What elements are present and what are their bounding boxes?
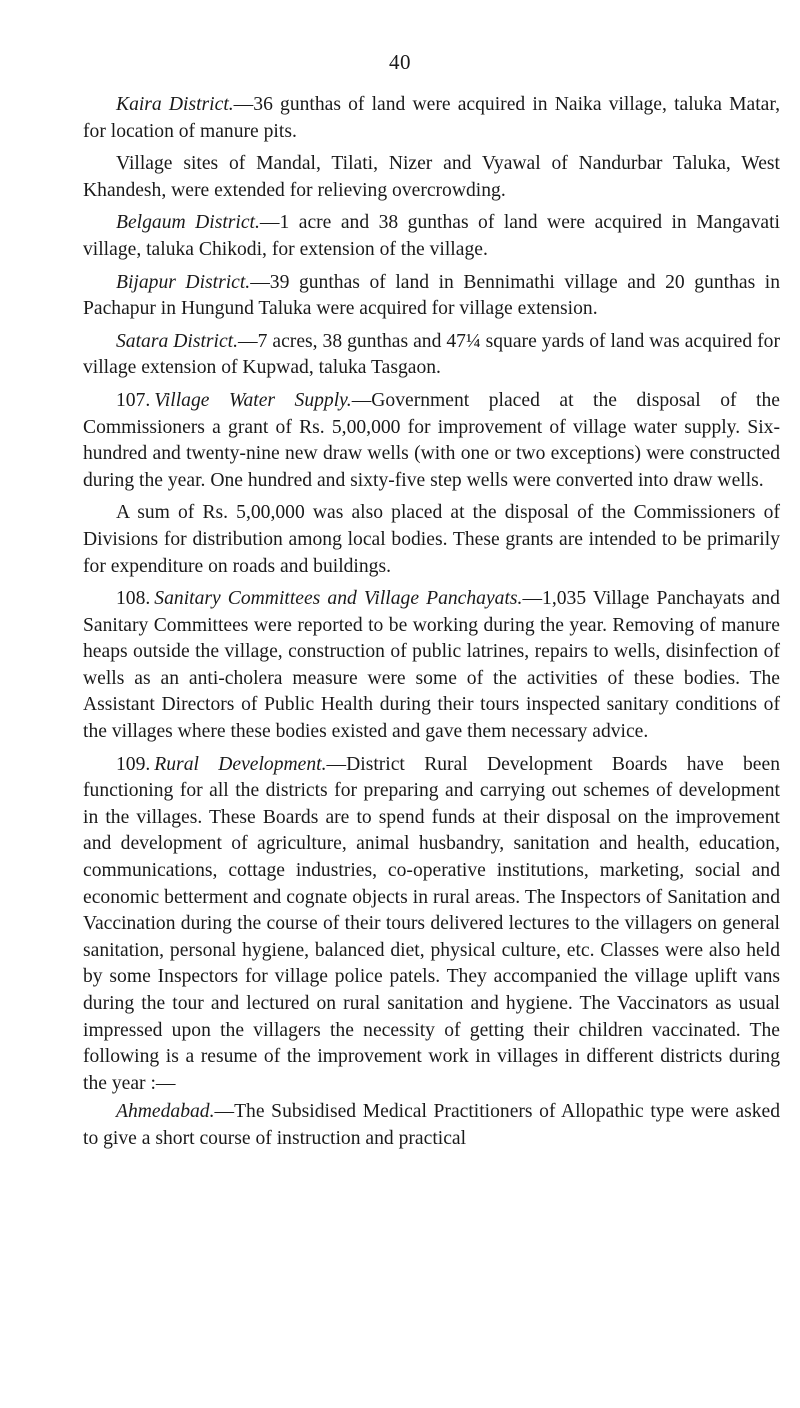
paragraph-heading: Kaira District. bbox=[116, 94, 234, 115]
paragraph-107-village-water-supply bbox=[83, 388, 780, 494]
paragraph-text: —36 gunthas of land were acquired in Naika village, taluka Matar, for location of manure pits. bbox=[83, 94, 780, 142]
paragraph-bijapur-district bbox=[83, 270, 780, 323]
paragraph-text: —The Subsidised Medical Practitioners of Allopathic type were asked to give a short course of instruction and practical bbox=[83, 1101, 780, 1149]
paragraph-text: —39 gunthas of land in Bennimathi village and 20 gunthas in Pachapur in Hungund Taluka were acquired for village extension. bbox=[83, 271, 780, 320]
paragraph-number: 108. bbox=[116, 588, 151, 610]
paragraph-belgaum-district bbox=[83, 210, 780, 263]
paragraph-heading: Bijapur District. bbox=[116, 271, 251, 293]
paragraph-text: —1 acre and 38 gunthas of land were acquired in Mangavati village, taluka Chikodi, for extension of the village. bbox=[83, 212, 780, 260]
paragraph-number: 109. bbox=[116, 753, 151, 775]
paragraph-text: Village sites of Mandal, Tilati, Nizer and Vyawal of Nandurbar Taluka, West Khandesh, were extended for relieving overcrowding. bbox=[83, 153, 780, 201]
paragraph-kaira-district bbox=[83, 92, 780, 145]
paragraph-village-sites bbox=[83, 151, 780, 204]
paragraph-text: —1,035 Village Panchayats and Sanitary Committees were reported to be working during the year. Removing of manure heaps outside the village, construction of public latrines, repairs to wells, disinfection of wells as an anti-cholera measure were some of the activities of these bodies. The Assistant Directors of Public Health during their tours inspected sanitary conditions of the villages where these bodies existed and gave them necessary advice. bbox=[83, 588, 780, 743]
paragraph-109-rural-development bbox=[83, 752, 780, 1098]
paragraph-text: —Government placed at the disposal of the Commissioners a grant of Rs. 5,00,000 for improvement of village water supply. Six-hundred and twenty-nine new draw wells (with one or two exceptions) were constructed during the year. One hundred and sixty-five step wells were converted into draw wells. bbox=[83, 389, 780, 491]
paragraph-heading: Ahmedabad. bbox=[116, 1101, 215, 1123]
paragraph-heading: Sanitary Committees and Village Panchayats. bbox=[154, 588, 523, 610]
paragraph-text: —District Rural Development Boards have been functioning for all the districts for preparing and carrying out schemes of development in the villages. These Boards are to spend funds at their disposal on the improvement and development of agriculture, animal husbandry, sanitation and health, education, communications, cottage industries, co-operative institutions, marketing, social and economic betterment and cognate objects in rural areas. The Inspectors of Sanitation and Vaccination during the course of their tours delivered lectures to the villagers on general sanitation, personal hygiene, balanced diet, physical culture, etc. Classes were also held by some Inspectors for village police patels. They accompanied the village uplift vans during the tour and lectured on rural sanitation and hygiene. The Vaccinators as usual impressed upon the villagers the necessity of getting their children vaccinated. The following is a resume of the improvement work in villages in different districts during the year :— bbox=[83, 753, 781, 1094]
page-number: 40 bbox=[389, 50, 411, 74]
page-body bbox=[83, 92, 780, 1159]
paragraph-text: —7 acres, 38 gunthas and 47¼ square yards of land was acquired for village extension of Kupwad, taluka Tasgaon. bbox=[83, 330, 780, 379]
paragraph-heading: Rural Development. bbox=[154, 753, 327, 775]
paragraph-local-bodies-grant bbox=[83, 500, 780, 580]
paragraph-heading: Village Water Supply. bbox=[154, 389, 352, 411]
paragraph-108-sanitary-committees bbox=[83, 586, 780, 746]
paragraph-satara-district bbox=[83, 329, 780, 382]
paragraph-heading: Belgaum District. bbox=[116, 212, 260, 234]
paragraph-number: 107. bbox=[116, 389, 151, 411]
paragraph-ahmedabad bbox=[83, 1099, 780, 1152]
paragraph-heading: Satara District. bbox=[116, 330, 239, 352]
paragraph-text: A sum of Rs. 5,00,000 was also placed at the disposal of the Commissioners of Divisions for distribution among local bodies. These grants are intended to be primarily for expenditure on roads and buildings. bbox=[83, 502, 780, 577]
